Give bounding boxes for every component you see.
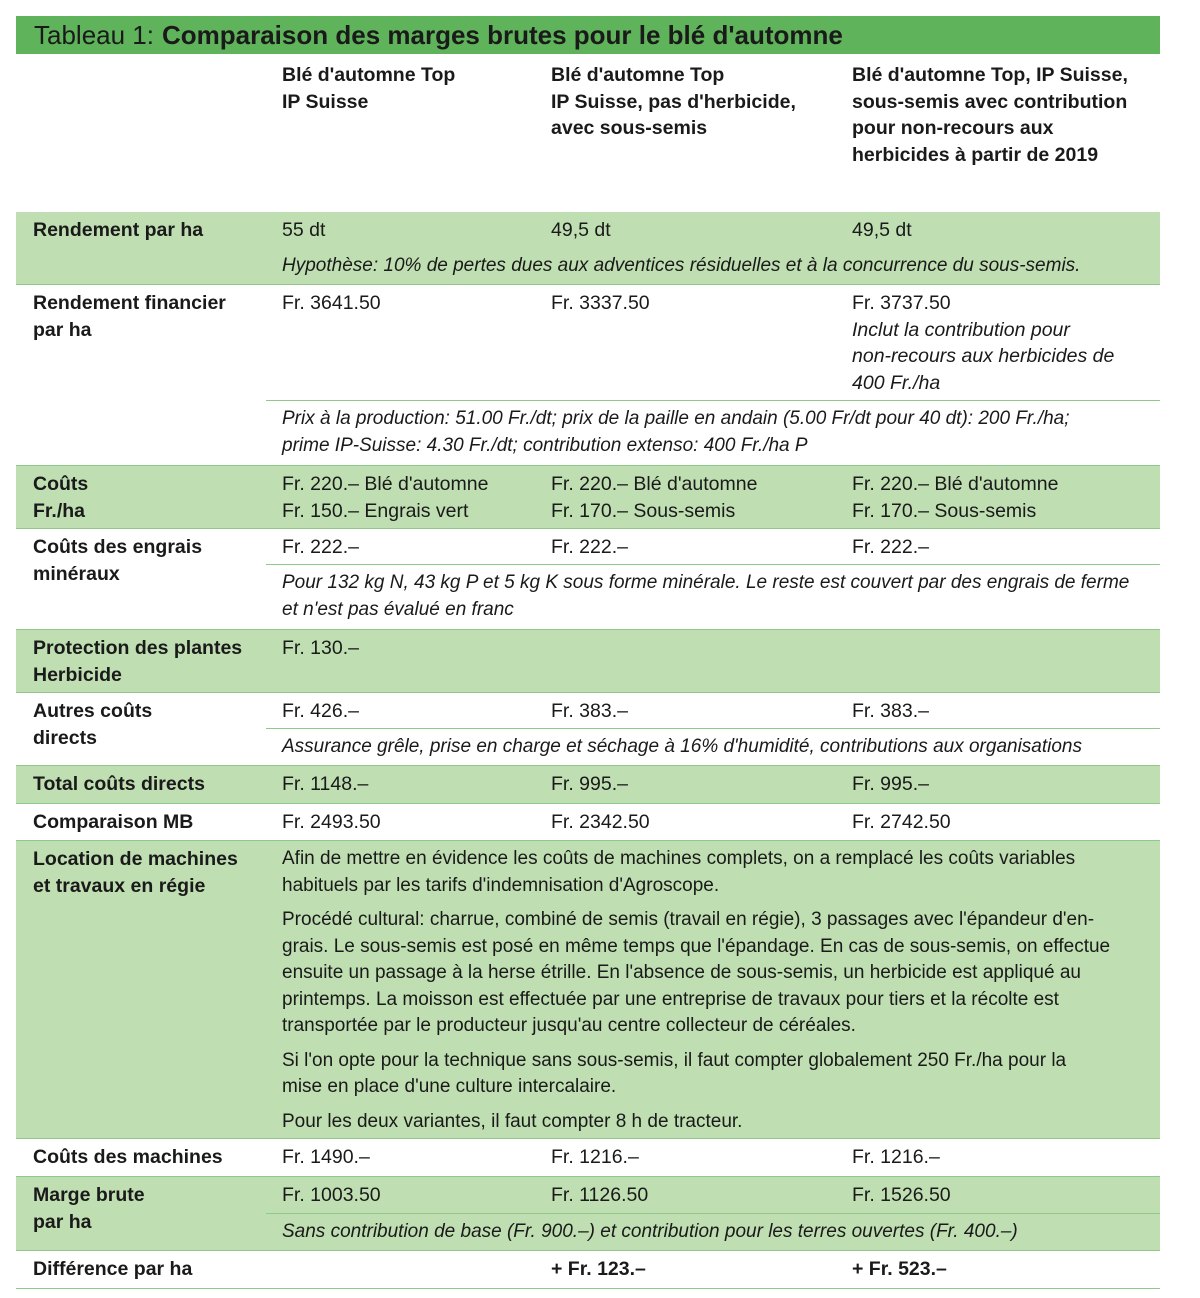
row-label: Total coûts directs [33, 773, 205, 795]
cell-value: Fr. 222.– [852, 536, 929, 558]
row-marge-brute [16, 1176, 1160, 1250]
column-header-1: Blé d'automne Top IP Suisse [282, 64, 456, 113]
paragraph: Afin de mettre en évidence les coûts de machines complets, on a remplacé les coûts variables habituels par les tarifs d'indemnisation d'Agroscope. [282, 848, 1076, 896]
row-label: Différence par ha [33, 1258, 193, 1280]
cell-value: + Fr. 523.– [852, 1258, 947, 1280]
row-label: Coûts des engrais minéraux [33, 536, 203, 585]
row-label: Autres coûts directs [33, 700, 153, 749]
row-total-couts [16, 765, 1160, 803]
cell-value: Fr. 2493.50 [282, 811, 381, 833]
row-engrais [16, 528, 1160, 629]
row-note: Sans contribution de base (Fr. 900.–) et contribution pour les terres ouvertes (Fr. 400.–) [266, 1213, 1160, 1246]
cell-value: Fr. 426.– [282, 700, 359, 722]
cell-value: Fr. 1126.50 [551, 1184, 649, 1206]
row-note: Hypothèse: 10% de pertes dues aux adventices résiduelles et à la concurrence du sous-semis. [282, 255, 1081, 276]
cell-value: Fr. 3641.50 [282, 292, 381, 314]
cell-value: Fr. 383.– [852, 700, 929, 722]
column-header-3: Blé d'automne Top, IP Suisse, sous-semis avec contribution pour non-recours aux herbicides à partir de 2019 [852, 64, 1128, 166]
row-protection [16, 629, 1160, 692]
paragraph: Pour les deux variantes, il faut compter 8 h de tracteur. [282, 1110, 743, 1132]
cell-value: Fr. 1003.50 [282, 1184, 381, 1206]
cell-value: 55 dt [282, 219, 326, 241]
row-rendement [16, 212, 1160, 284]
row-note: Prix à la production: 51.00 Fr./dt; prix de la paille en andain (5.00 Fr/dt pour 40 dt): 200 Fr./ha; prime IP-Suisse: 4.30 Fr./dt; contribution extenso: 400 Fr./ha P [266, 400, 1160, 459]
table-document [16, 16, 1160, 1289]
cell-value: Fr. 2342.50 [551, 811, 650, 833]
cell-value: Fr. 220.– Blé d'automne Fr. 150.– Engrais vert [282, 473, 489, 522]
table-title: Comparaison des marges brutes pour le blé d'automne [161, 20, 843, 50]
cell-value: Fr. 995.– [852, 773, 929, 795]
cell-value: Fr. 1216.– [551, 1146, 639, 1168]
cell-value: Fr. 1148.– [282, 773, 369, 795]
paragraph: Si l'on opte pour la technique sans sous-semis, il faut compter globalement 250 Fr./ha pour la mise en place d'une culture intercalaire. [282, 1049, 1067, 1097]
cell-value: Fr. 130.– [282, 637, 359, 659]
table-title-bar [16, 16, 1160, 54]
row-label: Coûts Fr./ha [33, 473, 89, 522]
row-label: Location de machines et travaux en régie [33, 848, 238, 897]
row-label: Rendement financier par ha [33, 292, 226, 341]
cell-value: Fr. 220.– Blé d'automne Fr. 170.– Sous-semis [852, 473, 1059, 522]
column-header-2: Blé d'automne Top IP Suisse, pas d'herbicide, avec sous-semis [551, 64, 796, 139]
row-comparaison-mb [16, 803, 1160, 840]
row-label: Marge brute par ha [33, 1184, 145, 1233]
row-autres-couts [16, 692, 1160, 765]
cell-value: 49,5 dt [551, 219, 611, 241]
row-couts [16, 465, 1160, 528]
cell-value: Fr. 1216.– [852, 1146, 940, 1168]
row-label: Coûts des machines [33, 1146, 223, 1168]
row-label: Comparaison MB [33, 811, 194, 833]
cell-value: Fr. 222.– [282, 536, 359, 558]
cell-value-with-note: Fr. 3737.50 Inclut la contribution pour non-recours aux herbicides de 400 Fr./ha [852, 292, 1115, 394]
row-description [282, 846, 1152, 1143]
cell-value: + Fr. 123.– [551, 1258, 646, 1280]
row-rendement-financier [16, 284, 1160, 465]
cell-value: Fr. 2742.50 [852, 811, 951, 833]
cell-value: Fr. 220.– Blé d'automne Fr. 170.– Sous-semis [551, 473, 758, 522]
row-label: Protection des plantes Herbicide [33, 637, 243, 686]
cell-value: Fr. 1490.– [282, 1146, 370, 1168]
row-note: Pour 132 kg N, 43 kg P et 5 kg K sous forme minérale. Le reste est couvert par des engrais de ferme et n'est pas évalué en franc [266, 564, 1160, 623]
column-headers [16, 54, 1160, 212]
cell-value: 49,5 dt [852, 219, 912, 241]
cell-value: Fr. 995.– [551, 773, 628, 795]
row-label: Rendement par ha [33, 219, 204, 241]
row-note: Assurance grêle, prise en charge et séchage à 16% d'humidité, contributions aux organisations [266, 728, 1160, 761]
paragraph: Procédé cultural: charrue, combiné de semis (travail en régie), 3 passages avec l'épandeur d'en- grais. Le sous-semis est posé en même temps que l'épandage. En cas de sous-semis, on effectue ensuite un passage à la herse étrille. En l'absence de sous-semis, un herbicide est appliqué au printemps. La moisson est effectuée par une entreprise de travaux pour tiers et la récolte est transportée par le producteur jusqu'au centre collecteur de céréales. [282, 909, 1111, 1036]
cell-value: Fr. 1526.50 [852, 1184, 951, 1206]
cell-value: Fr. 3337.50 [551, 292, 650, 314]
row-couts-machines [16, 1138, 1160, 1176]
table-number: Tableau 1: [34, 20, 154, 50]
cell-value: Fr. 383.– [551, 700, 628, 722]
cell-value: Fr. 222.– [551, 536, 628, 558]
row-location-machines [16, 840, 1160, 1138]
row-difference [16, 1250, 1160, 1289]
